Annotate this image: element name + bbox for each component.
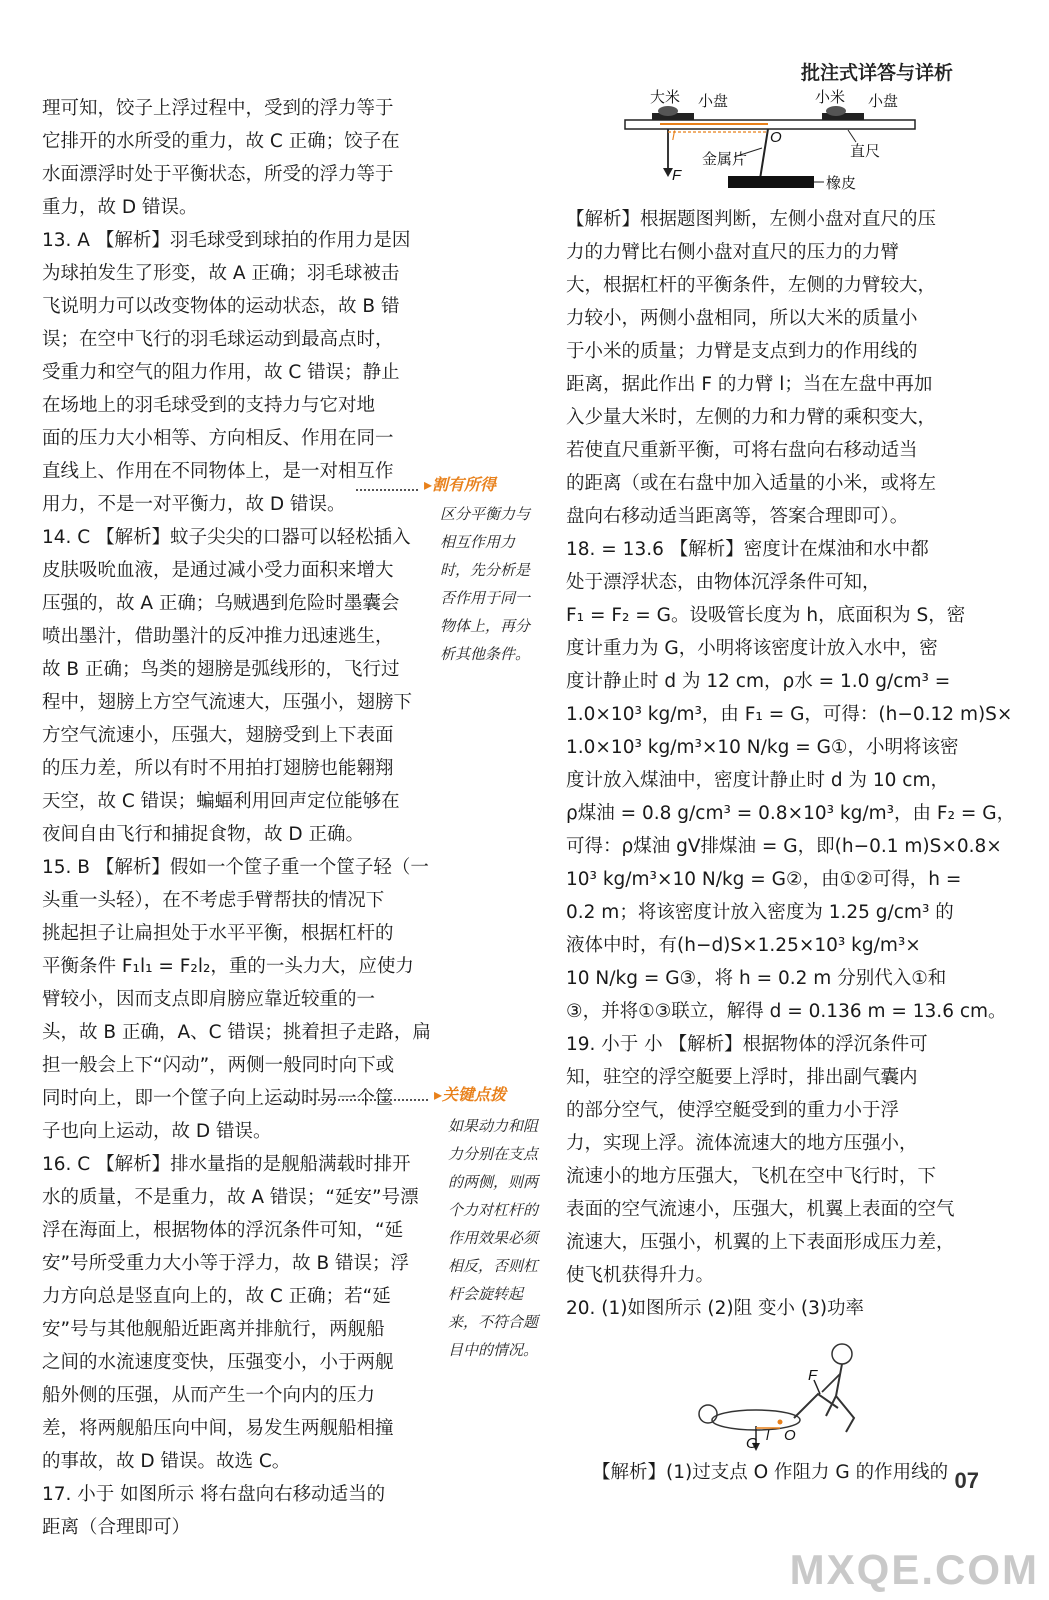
label-xiaopan-right: 小盘 [868, 93, 899, 110]
label-l: l [672, 128, 675, 143]
right_col-line: 20. (1)如图所示 (2)阻 变小 (3)功率 [566, 1298, 865, 1319]
right_col-line: 入少量大米时，左侧的力和力臂的乘积变大， [566, 407, 937, 428]
zhichi-leader [848, 130, 856, 142]
millet-pile-right [826, 106, 846, 116]
eraser [728, 176, 814, 188]
left_col-line: 13. A 【解析】羽毛球受到球拍的作用力是因 [42, 230, 411, 251]
label-F: F [672, 167, 682, 184]
left_col-line: 船外侧的压强，从而产生一个向内的压力 [42, 1385, 376, 1406]
left_col-line: 用力，不是一对平衡力，故 D 错误。 [42, 494, 346, 515]
left_col-line: 之间的水流速度变快，压强变小，小于两舰 [42, 1352, 394, 1373]
left_col-line: 方空气流速小，压强大，翅膀受到上下表面 [42, 725, 394, 746]
left_col-line: 皮肤吸吮血液，是通过减小受力面积来增大 [42, 560, 394, 581]
dotted-leader-2 [286, 1099, 428, 1101]
right_col-line: 表面的空气流速小，压强大，机翼上表面的空气 [566, 1199, 955, 1220]
page-header: 批注式详答与详析 [800, 62, 953, 84]
left_col-line: 的事故，故 D 错误。故选 C。 [42, 1451, 291, 1472]
page-number: 07 [954, 1468, 979, 1493]
right_col-line: ρ煤油 = 0.8 g/cm³ = 0.8×10³ kg/m³，由 F₂ = G， [566, 803, 1016, 824]
side-note-line: 相反，否则杠 [448, 1257, 539, 1275]
right_col-line: 使飞机获得升力。 [566, 1265, 715, 1286]
side-note-line: 相互作用力 [440, 533, 516, 551]
standing-person-head [832, 1344, 852, 1364]
lying-person-head [699, 1405, 717, 1423]
bottom-right-text: 【解析】(1)过支点 O 作阻力 G 的作用线的 [592, 1462, 949, 1483]
left_col-line: 安”号所受重力大小等于浮力，故 B 错误；浮 [42, 1253, 410, 1274]
side-note-line: 来，不符合题 [448, 1313, 539, 1331]
right_col-line: 0.2 m；将该密度计放入密度为 1.25 g/cm³ 的 [566, 902, 954, 923]
right_col-line: 的距离（或在右盘中加入适量的小米，或将左 [566, 473, 937, 494]
right_col-line: 液体中时，有(h−d)S×1.25×10³ kg/m³× [566, 935, 921, 956]
label-O: O [770, 129, 782, 146]
right_col-line: 【解析】根据题图判断，左侧小盘对直尺的压 [566, 209, 937, 230]
right_col-line: 知，驻空的浮空艇要上浮时，排出副气囊内 [566, 1067, 918, 1088]
right_col-line: ③，并将①③联立，解得 d = 0.136 m = 13.6 cm。 [566, 1001, 1007, 1022]
side-note-2 [448, 1112, 538, 1364]
right_col-line: 18. = 13.6 【解析】密度计在煤油和水中都 [566, 539, 929, 560]
right_col-line: 的部分空气，使浮空艇受到的重力小于浮 [566, 1100, 900, 1121]
dotted-leader-1 [356, 489, 418, 491]
right_col-line: 度计静止时 d 为 12 cm，ρ水 = 1.0 g/cm³ = [566, 671, 951, 692]
left_col-line: 臂较小，因而支点即肩膀应靠近较重的一 [42, 989, 376, 1010]
right-column [566, 203, 1016, 1325]
side-note-1 [440, 500, 530, 668]
left_col-line: 担一般会上下“闪动”，两侧一般同时向下或 [42, 1055, 395, 1076]
left-column [42, 92, 442, 1544]
left_col-line: 差，将两舰船压向中间，易发生两舰船相撞 [42, 1418, 394, 1439]
leg-exercise-diagram [686, 1336, 876, 1456]
side-note-line: 个力对杠杆的 [448, 1201, 539, 1219]
right_col-line: 力，实现上浮。流体流速大的地方压强小， [566, 1133, 918, 1154]
left_col-line: 面的压力大小相等、方向相反、作用在同一 [42, 428, 394, 449]
side-note-line: 时，先分析是 [440, 561, 531, 579]
left_col-line: 头重一头轻），在不考虑手臂帮扶的情况下 [42, 890, 385, 911]
right_col-line: 盘向右移动适当距离等，答案合理即可）。 [566, 506, 909, 527]
right_col-line: 力的力臂比右侧小盘对直尺的压力的力臂 [566, 242, 900, 263]
label-G: G [746, 1435, 758, 1452]
side-note-line: 杆会旋转起 [448, 1285, 524, 1303]
left_col-line: 理可知，饺子上浮过程中，受到的浮力等于 [42, 98, 394, 119]
right_col-line: 力较小，两侧小盘相同，所以大米的质量小 [566, 308, 918, 329]
left_col-line: 平衡条件 F₁l₁ = F₂l₂，重的一头力大，应使力 [42, 956, 414, 977]
side-note-line: 区分平衡力与 [440, 505, 531, 523]
right_col-line: 10 N/kg = G③，将 h = 0.2 m 分别代入①和 [566, 968, 947, 989]
right_col-line: 处于漂浮状态，由物体沉浮条件可知， [566, 572, 881, 593]
label-xiaomi: 小米 [815, 89, 846, 106]
right_col-line: 若使直尺重新平衡，可将右盘向右移动适当 [566, 440, 918, 461]
left_col-line: 直线上、作用在不同物体上，是一对相互作 [42, 461, 394, 482]
left_col-line: 压强的，故 A 正确；乌贼遇到危险时墨囊会 [42, 593, 400, 614]
label-O: O [784, 1427, 796, 1444]
left_col-line: 故 B 正确；鸟类的翅膀是弧线形的，飞行过 [42, 659, 400, 680]
left_col-line: 16. C 【解析】排水量指的是舰船满载时排开 [42, 1154, 411, 1175]
left_col-line: 水的质量，不是重力，故 A 错误；“延安”号漂 [42, 1187, 419, 1208]
label-F: F [808, 1367, 818, 1384]
left_col-line: 程中，翅膀上方空气流速大，压强小，翅膀下 [42, 692, 413, 713]
side-note-line: 的两侧，则两 [448, 1173, 539, 1191]
right_col-line: 度计重力为 G，小明将该密度计放入水中，密 [566, 638, 938, 659]
side-note-line: 作用效果必须 [448, 1229, 539, 1247]
label-dami: 大米 [650, 89, 681, 106]
label-jinshupian: 金属片 [702, 151, 748, 168]
left_col-line: 子也向上运动，故 D 错误。 [42, 1121, 272, 1142]
side-note-1-tag: ▸割有所得 [424, 475, 497, 494]
left_col-line: 头，故 B 正确，A、C 错误；挑着担子走路，扁 [42, 1022, 431, 1043]
left_col-line: 为球拍发生了形变，故 A 正确；羽毛球被击 [42, 263, 400, 284]
side-note-line: 析其他条件。 [440, 645, 531, 663]
left_col-line: 误；在空中飞行的羽毛球运动到最高点时， [42, 329, 394, 350]
right_col-line: 距离，据此作出 F 的力臂 l；当在左盘中再加 [566, 374, 933, 395]
label-l: l [766, 1427, 770, 1443]
left_col-line: 浮在海面上，根据物体的浮沉条件可知，“延 [42, 1220, 404, 1241]
label-zhichi: 直尺 [850, 143, 881, 160]
left_col-line: 受重力和空气的阻力作用，故 C 错误；静止 [42, 362, 400, 383]
right_col-line: 于小米的质量；力臂是支点到力的作用线的 [566, 341, 918, 362]
side-note-line: 如果动力和阻 [448, 1117, 539, 1135]
left_col-line: 夜间自由飞行和捕捉食物，故 D 正确。 [42, 824, 365, 845]
label-xiaopan-left: 小盘 [698, 93, 729, 110]
left_col-line: 安”号与其他舰船近距离并排航行，两舰船 [42, 1319, 385, 1340]
left_col-line: 的压力差，所以有时不用拍打翅膀也能翱翔 [42, 758, 394, 779]
right_col-line: 1.0×10³ kg/m³，由 F₁ = G，可得：(h−0.12 m)S× [566, 704, 1013, 725]
side-note-line: 目中的情况。 [448, 1341, 539, 1359]
left_col-line: 重力，故 D 错误。 [42, 197, 198, 218]
right_col-line: 度计放入煤油中，密度计静止时 d 为 10 cm， [566, 770, 950, 791]
left_col-line: 在场地上的羽毛球受到的支持力与它对地 [42, 395, 376, 416]
watermark-logo: MXQE.COM [789, 1546, 1039, 1593]
left_col-line: 17. 小于 如图所示 将右盘向右移动适当的 [42, 1484, 386, 1505]
left_col-line: 水面漂浮时处于平衡状态，所受的浮力等于 [42, 164, 394, 185]
right_col-line: 19. 小于 小 【解析】根据物体的浮沉条件可 [566, 1034, 928, 1055]
right_col-line: 可得：ρ煤油 gV排煤油 = G，即(h−0.1 m)S×0.8× [566, 836, 1002, 857]
left_col-line: 距离（合理即可） [42, 1517, 191, 1538]
pivot-O [778, 1420, 783, 1425]
right_col-line: 1.0×10³ kg/m³×10 N/kg = G①，小明将该密 [566, 737, 959, 758]
side-note-2-tag: ▸关键点拨 [434, 1085, 507, 1104]
left_col-line: 15. B 【解析】假如一个筐子重一个筐子轻（一 [42, 857, 429, 878]
right_col-line: 10³ kg/m³×10 N/kg = G②，由①②可得，h = [566, 869, 962, 890]
metal-strip [760, 129, 768, 179]
side-note-line: 否作用于同一 [440, 589, 531, 607]
left_col-line: 力方向总是竖直向上的，故 C 正确；若“延 [42, 1286, 391, 1307]
left_col-line: 天空，故 C 错误；蝙蝠利用回声定位能够在 [42, 791, 400, 812]
label-xiangpi: 橡皮 [826, 175, 857, 192]
left_col-line: 喷出墨汁，借助墨汁的反冲推力迅速逃生， [42, 626, 394, 647]
left_col-line: 飞说明力可以改变物体的运动状态，故 B 错 [42, 296, 400, 317]
side-note-line: 物体上，再分 [440, 617, 531, 635]
right_col-line: 流速小的地方压强大，飞机在空中飞行时，下 [566, 1166, 937, 1187]
left_col-line: 14. C 【解析】蚊子尖尖的口器可以轻松插入 [42, 527, 411, 548]
left_col-line: 它排开的水所受的重力，故 C 正确；饺子在 [42, 131, 400, 152]
left_col-line: 挑起担子让扁担处于水平平衡，根据杠杆的 [42, 923, 394, 944]
right_col-line: 大，根据杠杆的平衡条件，左侧的力臂较大， [566, 275, 937, 296]
right_col-line: F₁ = F₂ = G。设吸管长度为 h，底面积为 S，密 [566, 605, 966, 626]
rice-pile-left [658, 106, 678, 116]
side-note-line: 力分别在支点 [448, 1145, 539, 1163]
right_col-line: 流速大，压强小，机翼的上下表面形成压力差， [566, 1232, 955, 1253]
left_col-line: 同时向上，即一个筐子向上运动时另一个筐 [42, 1088, 394, 1109]
lever-diagram [610, 84, 930, 194]
